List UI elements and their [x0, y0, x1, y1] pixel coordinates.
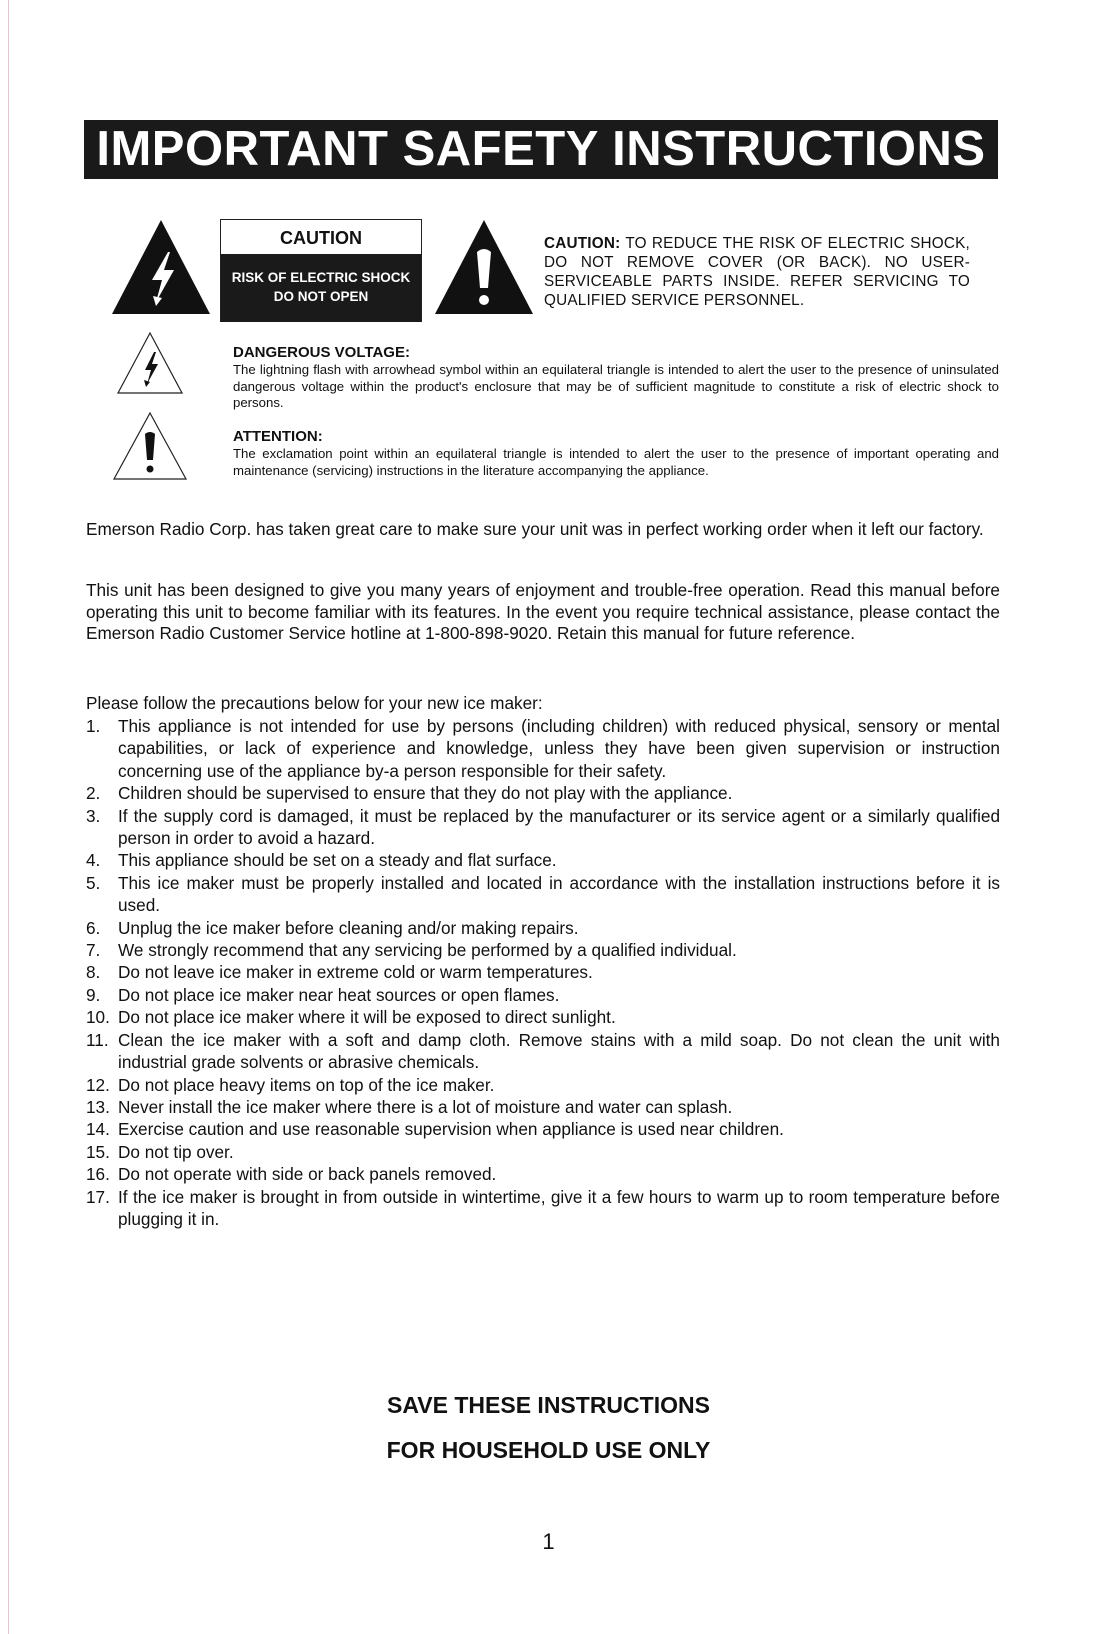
precaution-number: 5.	[86, 872, 101, 893]
precaution-item	[86, 1118, 1000, 1140]
precaution-item	[86, 1163, 1000, 1185]
precaution-text: Do not operate with side or back panels removed.	[118, 1164, 497, 1185]
precaution-item	[86, 1141, 1000, 1163]
precaution-number: 16.	[86, 1164, 110, 1185]
caution-label	[220, 219, 422, 322]
precaution-item	[86, 939, 1000, 961]
precaution-number: 10.	[86, 1007, 110, 1028]
caution-label-line1: RISK OF ELECTRIC SHOCK	[231, 270, 411, 285]
precautions-list	[86, 715, 1000, 1230]
dangerous-voltage-title: DANGEROUS VOLTAGE:	[233, 344, 410, 361]
precaution-number: 2.	[86, 783, 101, 804]
precaution-item	[86, 872, 1000, 917]
save-instructions-heading: SAVE THESE INSTRUCTIONS	[387, 1392, 710, 1418]
precaution-number: 9.	[86, 984, 101, 1005]
small-lightning-icon	[115, 330, 185, 396]
precaution-text: If the ice maker is brought in from outside in wintertime, give it a few hours to warm up to room temperature before plugging it in.	[118, 1186, 1000, 1229]
precaution-item	[86, 805, 1000, 850]
precaution-number: 17.	[86, 1186, 110, 1207]
precaution-number: 1.	[86, 716, 101, 736]
intro-paragraph-1: Emerson Radio Corp. has taken great care to make sure your unit was in perfect working order when it left our factory.	[86, 519, 984, 539]
precaution-item	[86, 1186, 1000, 1231]
precaution-number: 6.	[86, 917, 101, 938]
precautions-lead: Please follow the precautions below for your new ice maker:	[86, 693, 543, 713]
precaution-number: 4.	[86, 850, 101, 871]
precaution-item	[86, 782, 1000, 804]
precaution-text: Unplug the ice maker before cleaning and/or making repairs.	[118, 917, 579, 938]
precaution-item	[86, 1006, 1000, 1028]
caution-label-body	[221, 254, 421, 322]
attention-text: The exclamation point within an equilateral triangle is intended to alert the user to the presence of important operating and maintenance (servicing) instructions in the literature accompanying the appliance.	[233, 446, 999, 478]
precaution-item	[86, 1096, 1000, 1118]
household-use-heading: FOR HOUSEHOLD USE ONLY	[386, 1437, 711, 1463]
page-edge-line	[8, 0, 9, 1634]
page-title: IMPORTANT SAFETY INSTRUCTIONS	[84, 120, 998, 179]
precaution-number: 13.	[86, 1096, 110, 1117]
page-number: 1	[542, 1529, 555, 1554]
precaution-number: 7.	[86, 940, 101, 961]
lightning-warning-icon	[110, 218, 212, 316]
precaution-text: Clean the ice maker with a soft and damp cloth. Remove stains with a mild soap. Do not clean the unit with industrial grade solvents or abrasive chemicals.	[118, 1029, 1000, 1073]
precaution-text: Exercise caution and use reasonable supervision when appliance is used near children.	[118, 1119, 784, 1140]
precaution-item	[86, 715, 1000, 782]
precaution-number: 11.	[86, 1029, 109, 1050]
caution-statement-text: TO REDUCE THE RISK OF ELECTRIC SHOCK, DO NOT REMOVE COVER (OR BACK). NO USER-SERVICEABLE PARTS INSIDE. REFER SERVICING TO QUALIFIED SERVICE PERSONNEL.	[544, 235, 970, 309]
attention-title: ATTENTION:	[233, 428, 323, 445]
precaution-item	[86, 1029, 1000, 1074]
precaution-text: If the supply cord is damaged, it must be replaced by the manufacturer or its service agent or a similarly qualified person in order to avoid a hazard.	[118, 805, 1000, 849]
precaution-number: 14.	[86, 1119, 110, 1140]
precaution-text: Children should be supervised to ensure that they do not play with the appliance.	[118, 783, 733, 804]
exclamation-warning-icon	[433, 218, 535, 316]
precaution-item	[86, 917, 1000, 939]
precaution-number: 8.	[86, 962, 101, 983]
precaution-text: Do not place ice maker near heat sources or open flames.	[118, 984, 560, 1005]
precaution-item	[86, 849, 1000, 871]
precaution-text: This appliance is not intended for use by persons (including children) with reduced physical, sensory or mental capabilities, or lack of experience and knowledge, unless they have been given supervision or instruction concerning use of the appliance by-a person responsible for their safety.	[118, 716, 1000, 781]
precaution-item	[86, 1074, 1000, 1096]
intro-paragraph-2: This unit has been designed to give you many years of enjoyment and trouble-free operation. Read this manual before operating this unit to become familiar with its features. In the event you require technical assistance, please contact the Emerson Radio Customer Service hotline at 1-800-898-9020. Retain this manual for future reference.	[86, 580, 1000, 643]
precaution-number: 15.	[86, 1141, 110, 1162]
dangerous-voltage-text: The lightning flash with arrowhead symbol within an equilateral triangle is intended to alert the user to the presence of uninsulated dangerous voltage within the product's enclosure that may be of sufficient magnitude to constitute a risk of electric shock to persons.	[233, 362, 999, 410]
precaution-text: Do not tip over.	[118, 1141, 234, 1162]
caution-label-title: CAUTION	[221, 220, 421, 254]
precaution-text: Do not place heavy items on top of the ice maker.	[118, 1074, 495, 1095]
caution-label-line2: DO NOT OPEN	[273, 289, 369, 304]
precaution-number: 3.	[86, 805, 101, 826]
precaution-text: Do not place ice maker where it will be exposed to direct sunlight.	[118, 1007, 616, 1028]
dangerous-voltage-block	[233, 344, 999, 412]
precaution-text: We strongly recommend that any servicing be performed by a qualified individual.	[118, 940, 737, 961]
attention-block	[233, 428, 999, 479]
precaution-text: Never install the ice maker where there is a lot of moisture and water can splash.	[118, 1096, 733, 1117]
precaution-text: This ice maker must be properly installed and located in accordance with the installation instructions before it is used.	[118, 872, 1000, 916]
precaution-item	[86, 984, 1000, 1006]
caution-statement	[544, 234, 970, 310]
precaution-item	[86, 961, 1000, 983]
caution-statement-label: CAUTION:	[544, 235, 621, 252]
precaution-number: 12.	[86, 1074, 110, 1095]
precaution-text: This appliance should be set on a steady and flat surface.	[118, 850, 557, 871]
precaution-text: Do not leave ice maker in extreme cold or warm temperatures.	[118, 962, 593, 983]
small-exclamation-icon	[111, 410, 189, 482]
